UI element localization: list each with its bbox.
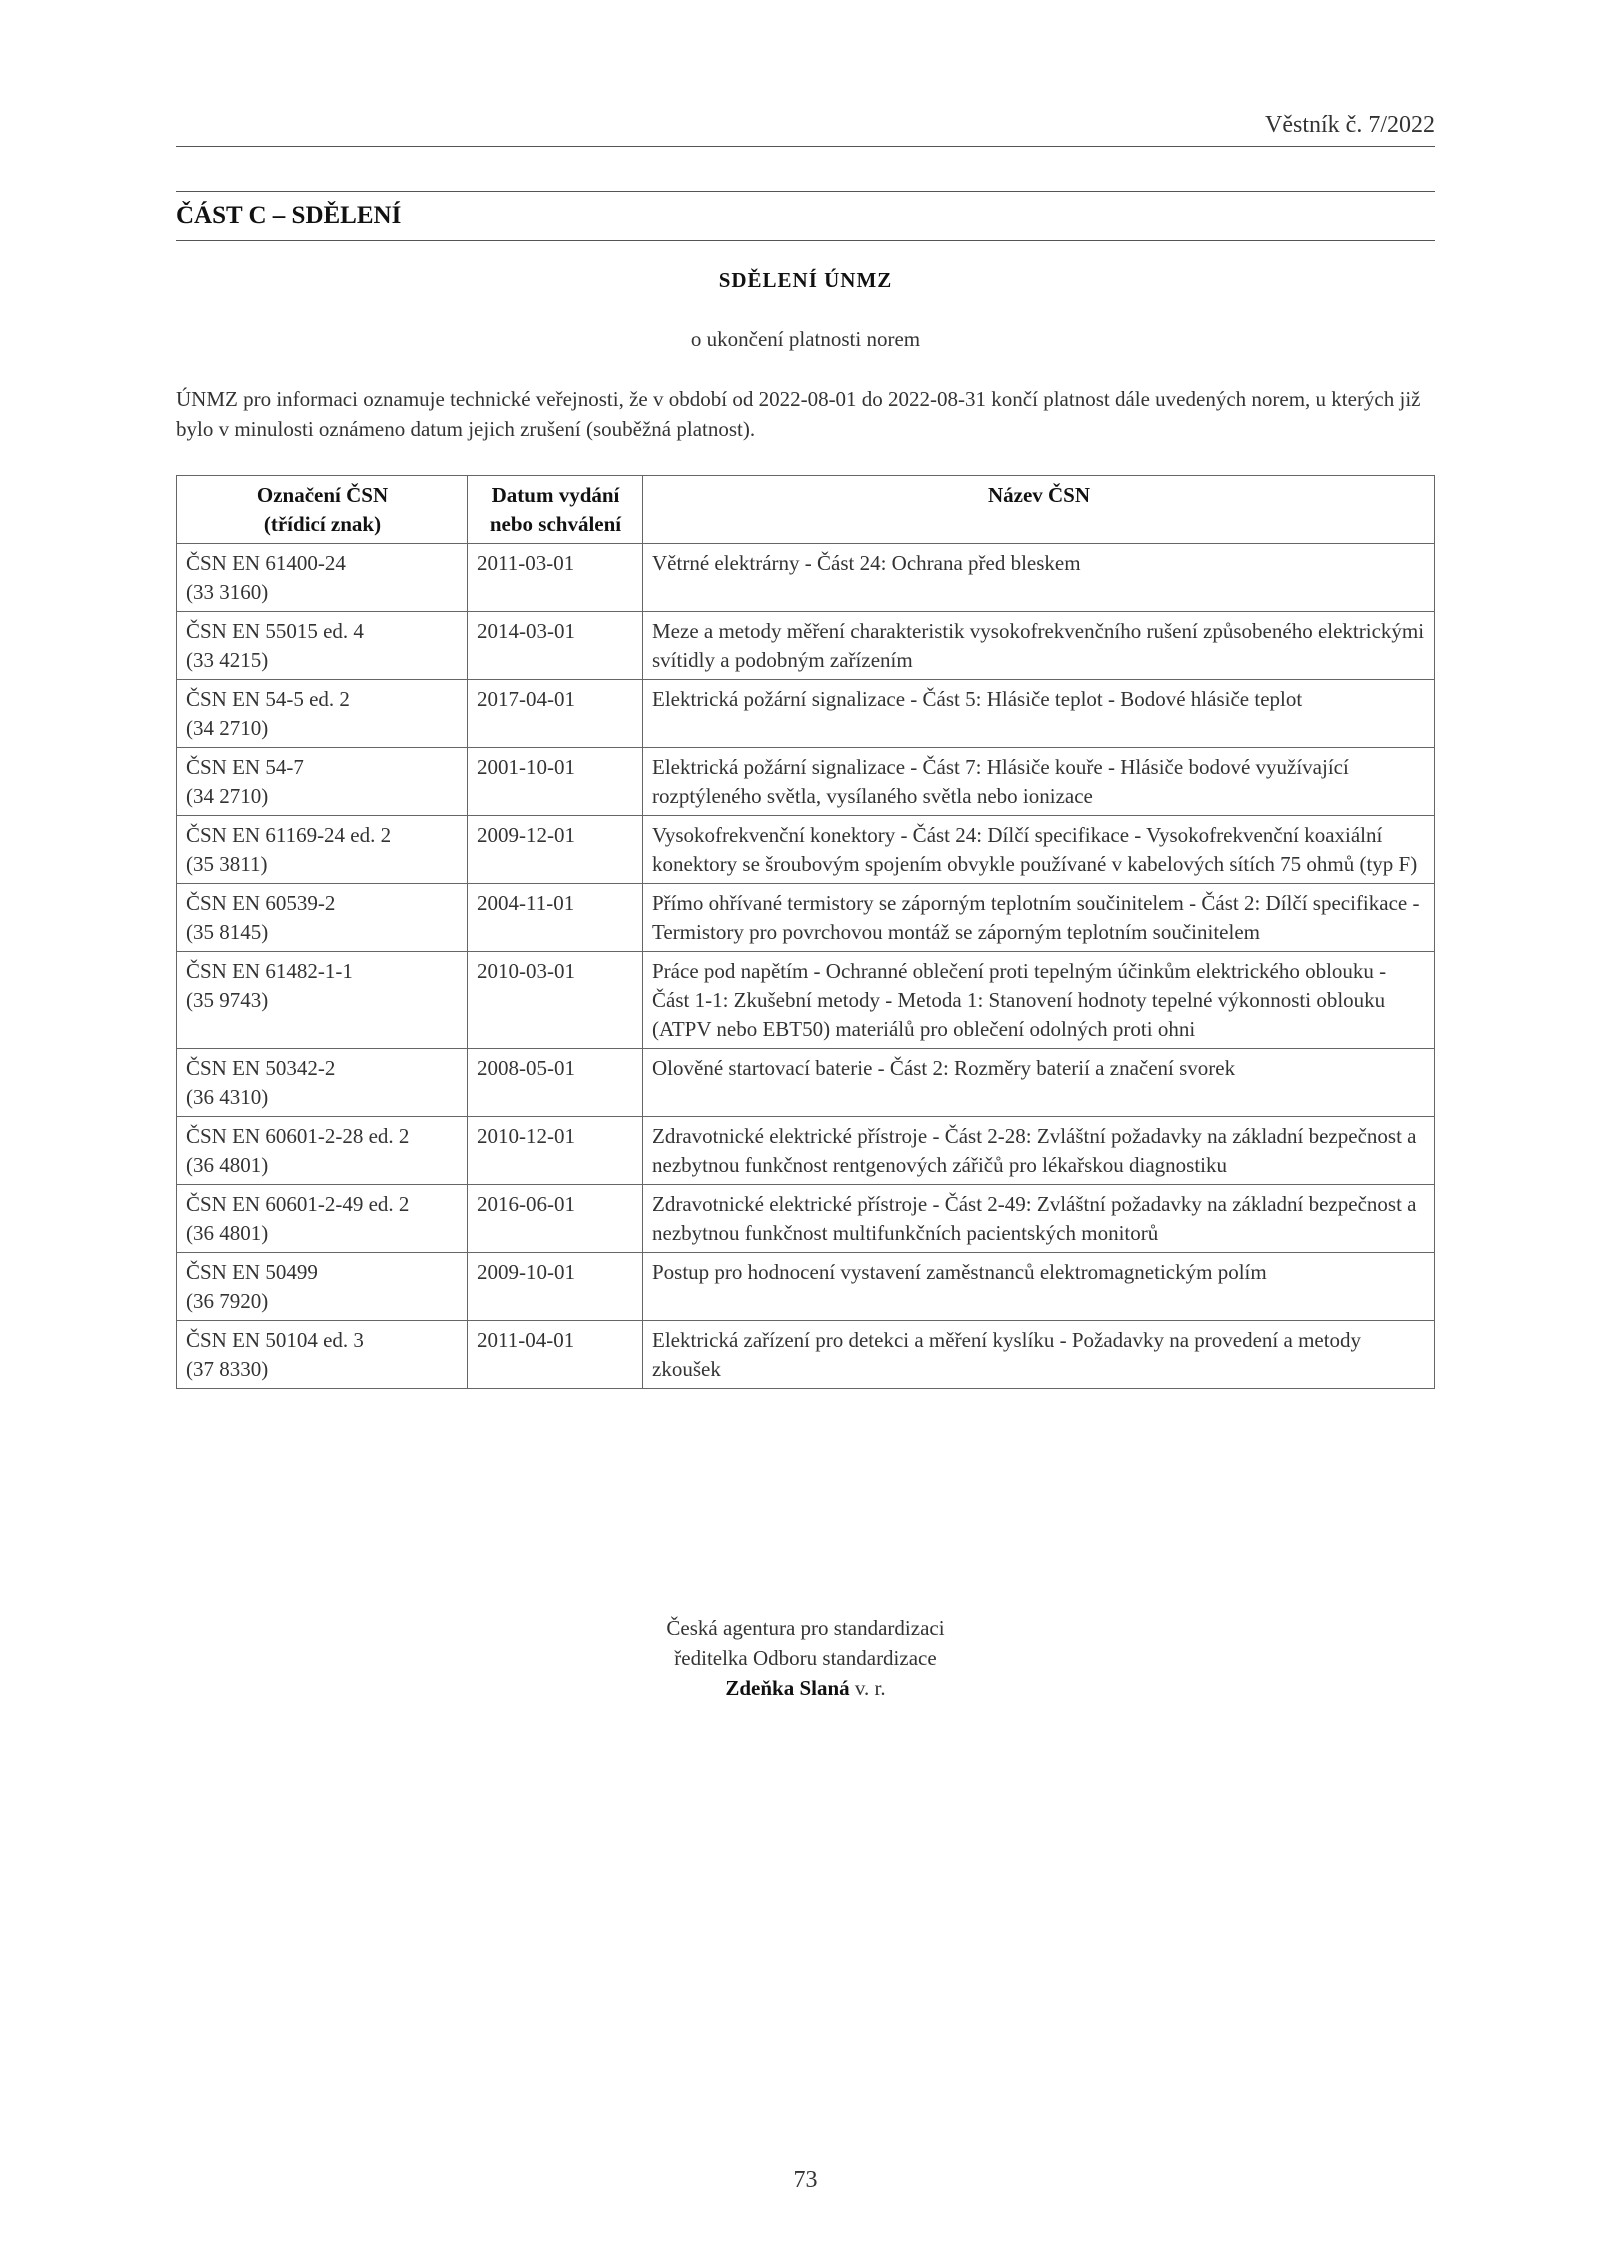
norm-date: 2011-03-01: [468, 544, 643, 612]
table-row: [177, 884, 1435, 952]
norm-date: 2001-10-01: [468, 748, 643, 816]
norm-title: Elektrická požární signalizace - Část 7: Hlásiče kouře - Hlásiče bodové využívající rozptýleného světla, vysílaného světla nebo ionizace: [643, 748, 1435, 816]
norm-class: (37 8330): [186, 1357, 269, 1381]
norms-table: [176, 475, 1435, 1389]
page-number: 73: [793, 2167, 818, 2193]
norm-title: Elektrická zařízení pro detekci a měření kyslíku - Požadavky na provedení a metody zkoušek: [643, 1321, 1435, 1389]
norm-designation-cell: [177, 612, 468, 680]
norm-class: (36 4310): [186, 1085, 269, 1109]
norm-class: (34 2710): [186, 716, 269, 740]
norm-code: ČSN EN 55015 ed. 4: [186, 619, 364, 643]
header-date-line2: nebo schválení: [489, 512, 622, 536]
norm-code: ČSN EN 61482-1-1: [186, 959, 353, 983]
header-designation: [177, 476, 468, 544]
norm-date: 2017-04-01: [468, 680, 643, 748]
table-row: [177, 952, 1435, 1049]
norm-code: ČSN EN 60601-2-49 ed. 2: [186, 1192, 410, 1216]
norm-date: 2010-03-01: [468, 952, 643, 1049]
norm-title: Elektrická požární signalizace - Část 5: Hlásiče teplot - Bodové hlásiče teplot: [643, 680, 1435, 748]
signature-block: [176, 1613, 1435, 1703]
signature-suffix: v. r.: [849, 1676, 886, 1700]
norm-code: ČSN EN 61400-24: [186, 551, 346, 575]
norm-code: ČSN EN 60539-2: [186, 891, 336, 915]
table-row: [177, 612, 1435, 680]
norm-code: ČSN EN 54-7: [186, 755, 304, 779]
norm-code: ČSN EN 50104 ed. 3: [186, 1328, 364, 1352]
norm-designation-cell: [177, 1185, 468, 1253]
norm-class: (33 3160): [186, 580, 269, 604]
signature-role: ředitelka Odboru standardizace: [674, 1646, 937, 1670]
table-row: [177, 1049, 1435, 1117]
norm-designation-cell: [177, 1049, 468, 1117]
norm-designation-cell: [177, 544, 468, 612]
section-divider-top: [176, 191, 1435, 192]
norm-class: (35 9743): [186, 988, 269, 1012]
norm-title: Zdravotnické elektrické přístroje - Část 2-49: Zvláštní požadavky na základní bezpečnost a nezbytnou funkčnost multifunkčních pacientských monitorů: [643, 1185, 1435, 1253]
section-title: ČÁST C – SDĚLENÍ: [176, 202, 402, 229]
norm-date: 2004-11-01: [468, 884, 643, 952]
table-body: [177, 544, 1435, 1389]
norm-date: 2009-10-01: [468, 1253, 643, 1321]
header-date-line1: Datum vydání: [491, 483, 620, 507]
norm-date: 2014-03-01: [468, 612, 643, 680]
norm-designation-cell: [177, 952, 468, 1049]
norm-code: ČSN EN 54-5 ed. 2: [186, 687, 350, 711]
signature-agency: Česká agentura pro standardizaci: [666, 1616, 945, 1640]
notice-intro: ÚNMZ pro informaci oznamuje technické veřejnosti, že v období od 2022-08-01 do 2022-08-31 končí platnost dále uvedených norem, u kterých již bylo v minulosti oznámeno datum jejich zrušení (souběžná platnost).: [176, 387, 1421, 441]
norm-class: (36 4801): [186, 1153, 269, 1177]
norm-title: Olověné startovací baterie - Část 2: Rozměry baterií a značení svorek: [643, 1049, 1435, 1117]
signature-name-line: [176, 1673, 1435, 1703]
norm-date: 2008-05-01: [468, 1049, 643, 1117]
norm-class: (34 2710): [186, 784, 269, 808]
norm-class: (35 3811): [186, 852, 268, 876]
table-header-row: [177, 476, 1435, 544]
table-row: [177, 1185, 1435, 1253]
norm-designation-cell: [177, 1321, 468, 1389]
bulletin-header: Věstník č. 7/2022: [1265, 112, 1435, 138]
norm-code: ČSN EN 50342-2: [186, 1056, 336, 1080]
norm-designation-cell: [177, 816, 468, 884]
norm-title: Vysokofrekvenční konektory - Část 24: Dílčí specifikace - Vysokofrekvenční koaxiální konektory se šroubovým spojením obvykle používané v kabelových sítích 75 ohmů (typ F): [643, 816, 1435, 884]
norm-title: Větrné elektrárny - Část 24: Ochrana před bleskem: [643, 544, 1435, 612]
table-row: [177, 1321, 1435, 1389]
norm-title: Postup pro hodnocení vystavení zaměstnanců elektromagnetickým polím: [643, 1253, 1435, 1321]
norm-designation-cell: [177, 748, 468, 816]
table-row: [177, 680, 1435, 748]
norm-date: 2010-12-01: [468, 1117, 643, 1185]
table-row: [177, 1117, 1435, 1185]
norm-code: ČSN EN 61169-24 ed. 2: [186, 823, 392, 847]
norm-title: Zdravotnické elektrické přístroje - Část 2-28: Zvláštní požadavky na základní bezpečnost a nezbytnou funkčnost rentgenových zářičů pro lékařskou diagnostiku: [643, 1117, 1435, 1185]
signature-name: Zdeňka Slaná: [725, 1676, 850, 1700]
section-divider-bottom: [176, 240, 1435, 241]
table-row: [177, 816, 1435, 884]
norm-title: Práce pod napětím - Ochranné oblečení proti tepelným účinkům elektrického oblouku - Část 1-1: Zkušební metody - Metoda 1: Stanovení hodnoty tepelné výkonnosti oblouku (ATPV nebo EBT50) materiálů pro oblečení odolných proti ohni: [643, 952, 1435, 1049]
header-designation-line1: Označení ČSN: [256, 483, 389, 507]
norm-date: 2009-12-01: [468, 816, 643, 884]
norm-class: (33 4215): [186, 648, 269, 672]
table-row: [177, 748, 1435, 816]
norm-designation-cell: [177, 1253, 468, 1321]
norm-designation-cell: [177, 1117, 468, 1185]
norm-code: ČSN EN 60601-2-28 ed. 2: [186, 1124, 410, 1148]
norm-title: Přímo ohřívané termistory se záporným teplotním součinitelem - Část 2: Dílčí specifikace - Termistory pro povrchovou montáž se záporným teplotním součinitelem: [643, 884, 1435, 952]
norm-class: (36 4801): [186, 1221, 269, 1245]
norm-designation-cell: [177, 680, 468, 748]
norm-title: Meze a metody měření charakteristik vysokofrekvenčního rušení způsobeného elektrickými svítidly a podobným zařízením: [643, 612, 1435, 680]
header-divider: [176, 146, 1435, 147]
header-date: [468, 476, 643, 544]
notice-subtitle: o ukončení platnosti norem: [690, 327, 921, 351]
norm-date: 2016-06-01: [468, 1185, 643, 1253]
header-title: Název ČSN: [643, 476, 1435, 544]
norm-class: (36 7920): [186, 1289, 269, 1313]
norm-designation-cell: [177, 884, 468, 952]
notice-title: SDĚLENÍ ÚNMZ: [718, 268, 893, 292]
header-designation-line2: (třídicí znak): [263, 512, 382, 536]
norm-class: (35 8145): [186, 920, 269, 944]
norm-code: ČSN EN 50499: [186, 1260, 318, 1284]
table-row: [177, 544, 1435, 612]
norm-date: 2011-04-01: [468, 1321, 643, 1389]
table-row: [177, 1253, 1435, 1321]
